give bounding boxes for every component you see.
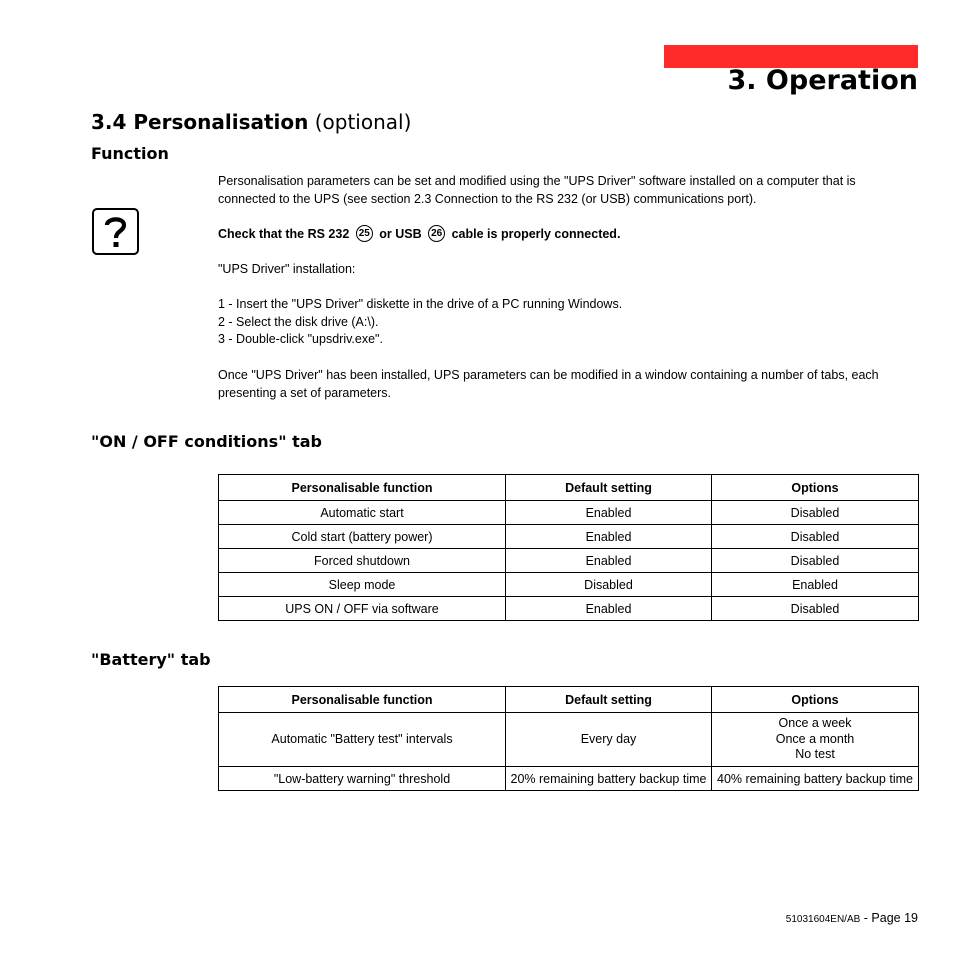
options-cell: Enabled xyxy=(712,573,919,597)
table-row xyxy=(219,525,919,549)
check-text-2: or USB xyxy=(379,227,422,241)
options-cell: Disabled xyxy=(712,501,919,525)
default-cell: 20% remaining battery backup time xyxy=(506,767,712,791)
intro-line-1: Personalisation parameters can be set and modified using the "UPS Driver" software installed on a computer that is xyxy=(218,174,856,188)
usb-port-badge: 26 xyxy=(428,225,445,242)
on-off-table xyxy=(218,474,919,621)
rs232-port-badge: 25 xyxy=(356,225,373,242)
outro-line-2: presenting a set of parameters. xyxy=(218,385,392,400)
table-row xyxy=(219,597,919,621)
default-cell: Enabled xyxy=(506,525,712,549)
section-suffix: (optional) xyxy=(314,110,412,134)
section-title xyxy=(91,108,411,136)
chapter-title: 3. Operation xyxy=(727,65,918,96)
install-step: 2 - Select the disk drive (A:\). xyxy=(218,314,379,329)
default-cell: Enabled xyxy=(506,549,712,573)
function-cell: Forced shutdown xyxy=(219,549,506,573)
option-value: No test xyxy=(795,747,835,762)
intro-paragraph xyxy=(218,173,918,208)
table-header-row xyxy=(219,475,919,501)
outro-paragraph xyxy=(218,367,918,402)
table-header-row xyxy=(219,687,919,713)
table-row xyxy=(219,713,919,767)
install-step: 3 - Double-click "upsdriv.exe". xyxy=(218,332,383,346)
default-cell: Enabled xyxy=(506,501,712,525)
default-cell: Every day xyxy=(506,713,712,767)
function-cell: Cold start (battery power) xyxy=(219,525,506,549)
column-header: Default setting xyxy=(506,687,712,713)
check-text-1: Check that the RS 232 xyxy=(218,227,350,241)
function-heading: Function xyxy=(91,144,169,163)
column-header: Personalisable function xyxy=(219,475,506,501)
page-number: - Page 19 xyxy=(863,911,918,925)
options-cell: Disabled xyxy=(712,549,919,573)
function-cell: Automatic start xyxy=(219,501,506,525)
column-header: Default setting xyxy=(506,475,712,501)
options-cell: 40% remaining battery backup time xyxy=(712,767,919,791)
default-cell: Disabled xyxy=(506,573,712,597)
options-cell: Disabled xyxy=(712,525,919,549)
outro-line-1: Once "UPS Driver" has been installed, UPS parameters can be modified in a window containing a number of tabs, each xyxy=(218,368,879,382)
table-row xyxy=(219,573,919,597)
option-value: Once a week xyxy=(778,716,852,731)
function-cell: UPS ON / OFF via software xyxy=(219,597,506,621)
document-code: 51031604EN/AB xyxy=(785,914,861,925)
function-cell: Automatic "Battery test" intervals xyxy=(219,713,506,767)
table-row xyxy=(219,767,919,791)
check-text-3: cable is properly connected. xyxy=(451,227,621,241)
section-number-title: 3.4 Personalisation xyxy=(91,110,309,134)
column-header: Personalisable function xyxy=(219,687,506,713)
intro-line-2: connected to the UPS (see section 2.3 Connection to the RS 232 (or USB) communications port). xyxy=(218,191,757,206)
option-value: Once a month xyxy=(775,731,855,746)
on-off-tab-heading: "ON / OFF conditions" tab xyxy=(91,432,322,451)
function-cell: "Low-battery warning" threshold xyxy=(219,767,506,791)
install-steps xyxy=(218,296,918,349)
page-footer xyxy=(786,911,918,925)
table-row xyxy=(219,549,919,573)
column-header: Options xyxy=(712,475,919,501)
battery-table xyxy=(218,686,919,791)
cable-check-note xyxy=(218,226,918,244)
question-mark-icon xyxy=(92,208,139,255)
default-cell: Enabled xyxy=(506,597,712,621)
column-header: Options xyxy=(712,687,919,713)
function-cell: Sleep mode xyxy=(219,573,506,597)
options-cell: Disabled xyxy=(712,597,919,621)
table-row xyxy=(219,501,919,525)
install-label: "UPS Driver" installation: xyxy=(218,262,356,276)
install-step: 1 - Insert the "UPS Driver" diskette in the drive of a PC running Windows. xyxy=(218,297,623,311)
options-cell xyxy=(712,713,919,767)
battery-tab-heading: "Battery" tab xyxy=(91,650,211,669)
